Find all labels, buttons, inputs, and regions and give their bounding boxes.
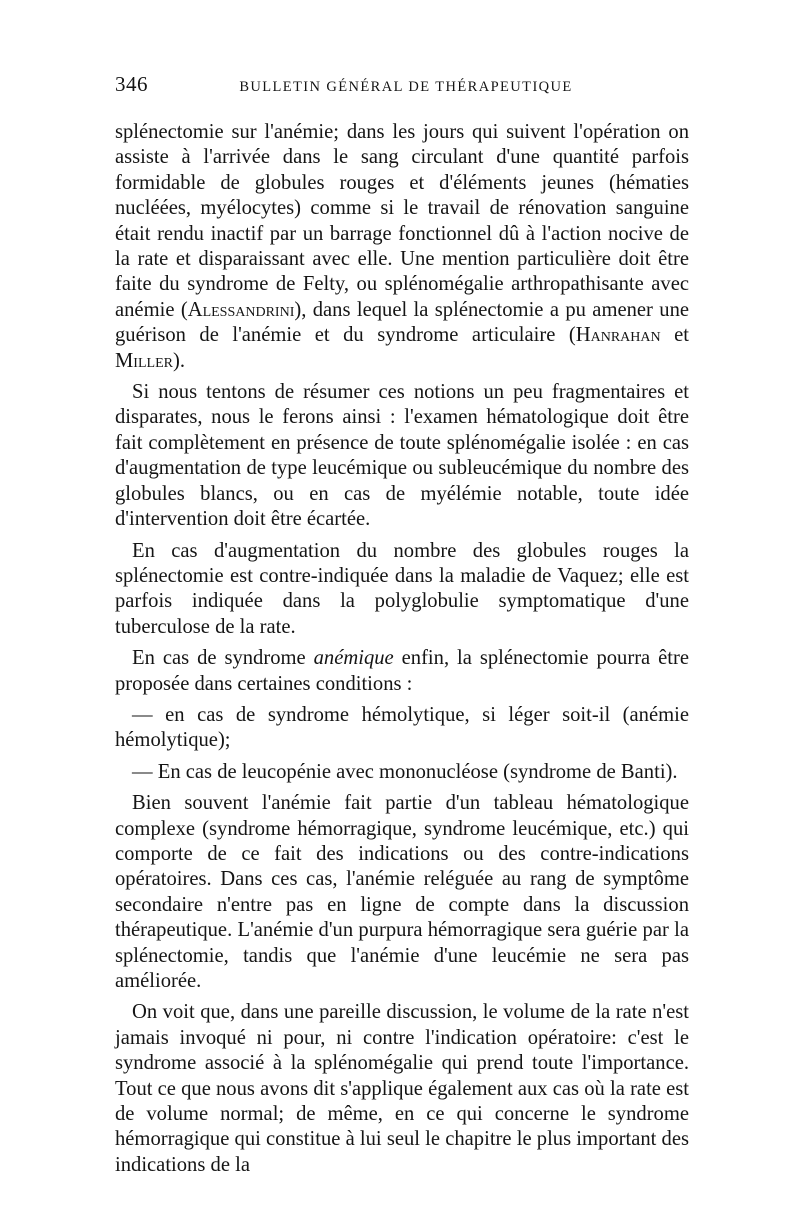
author-name: Alessandrini [187, 298, 295, 321]
author-name: Miller [115, 349, 173, 372]
author-name: Hanrahan [575, 324, 661, 347]
body-text [115, 120, 689, 1178]
running-title: BULLETIN GÉNÉRAL DE THÉRAPEUTIQUE [239, 79, 573, 95]
paragraph: En cas de syndrome anémique enfin, la splénectomie pourra être proposée dans certaines conditions : [115, 647, 690, 695]
book-page [115, 72, 689, 1184]
list-item: — en cas de syndrome hémolytique, si léger soit-il (anémie hémolytique); [115, 703, 689, 752]
paragraph: Si nous tentons de résumer ces notions un peu fragmentaires et disparates, nous le ferons ainsi : l'examen hématologique doit être fait complètement en présence de toute splénomégalie isolée : en cas d'augmentation de type leucémique ou subleucémique du nombre des globules blancs, ou en cas de myélémie notable, toute idée d'intervention doit être écartée. [115, 381, 689, 531]
list-item: — En cas de leucopénie avec mononucléose (syndrome de Banti). [132, 760, 678, 783]
page-header [115, 72, 689, 112]
emphasis: anémique [313, 647, 394, 670]
paragraph: On voit que, dans une pareille discussion, le volume de la rate n'est jamais invoqué ni pour, ni contre l'indication opératoire: c'est le syndrome associé à la splénomégalie qui prend toute l'importance. Tout ce que nous avons dit s'applique également aux cas où la rate est de volume normal; de même, en ce qui concerne le syndrome hémorragique qui constitue à lui seul le chapitre le plus important des indications de la [115, 1001, 689, 1176]
paragraph: Bien souvent l'anémie fait partie d'un tableau hématologique complexe (syndrome hémorragique, syndrome leucémique, etc.) qui comporte de ce fait des indications ou des contre-indications opératoires. Dans ces cas, l'anémie reléguée au rang de symptôme secondaire n'entre pas en ligne de compte dans la discussion thérapeutique. L'anémie d'un purpura hémorragique sera guérie par la splénectomie, tandis que l'anémie d'une leucémie ne sera pas améliorée. [115, 792, 689, 992]
paragraph: splénectomie sur l'anémie; dans les jours qui suivent l'opération on assiste à l'arrivée dans le sang circulant d'une quantité parfois formidable de globules rouges et d'éléments jeunes (hématies nucléées, myélocytes) comme si le travail de rénovation sanguine était rendu inactif par un barrage fonctionnel dû à l'action nocive de la rate et disparaissant avec elle. Une mention particulière doit être faite du syndrome de Felty, ou splénomégalie arthropathisante avec anémie (Alessandrini), dans lequel la splénectomie a pu amener une guérison de l'anémie et du syndrome articulaire (Hanrahan et Miller). [115, 121, 690, 372]
paragraph: En cas d'augmentation du nombre des globules rouges la splénectomie est contre-indiquée dans la maladie de Vaquez; elle est parfois indiquée dans la polyglobulie symptomatique d'une tuberculose de la rate. [115, 539, 689, 638]
page-number: 346 [115, 72, 148, 96]
